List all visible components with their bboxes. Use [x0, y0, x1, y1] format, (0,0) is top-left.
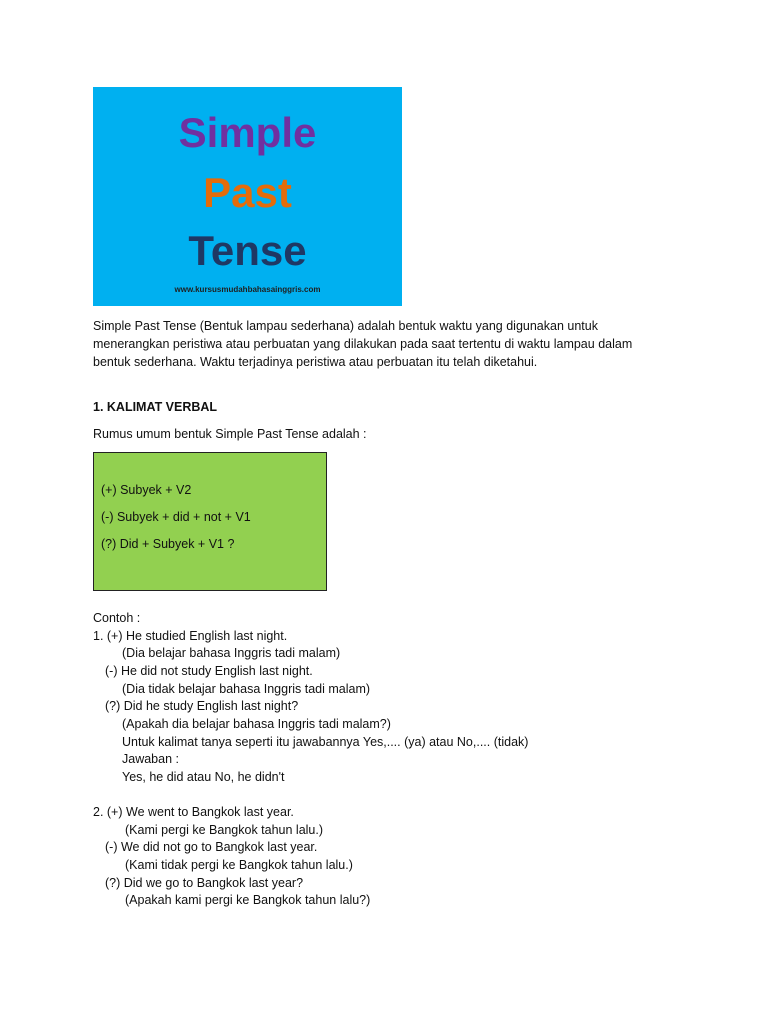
contoh-label: Contoh : — [93, 611, 141, 625]
banner-url: www.kursusmudahbahasainggris.com — [174, 285, 321, 294]
example1-answer: Yes, he did atau No, he didn't — [122, 770, 285, 784]
formula-negative: (-) Subyek + did + not + V1 — [101, 510, 251, 524]
example2-positive: 2. (+) We went to Bangkok last year. — [93, 805, 294, 819]
formula-question: (?) Did + Subyek + V1 ? — [101, 537, 235, 551]
example1-negative: (-) He did not study English last night. — [105, 664, 313, 678]
example2-negative-translation: (Kami tidak pergi ke Bangkok tahun lalu.) — [125, 858, 353, 872]
banner-word-tense: Tense — [188, 227, 307, 274]
formula-box — [93, 452, 327, 591]
intro-line-3: bentuk sederhana. Waktu terjadinya peristiwa atau perbuatan itu telah diketahui. — [93, 355, 538, 369]
banner-word-past: Past — [203, 169, 292, 216]
simple-past-tense-banner — [93, 87, 402, 306]
example1-positive-translation: (Dia belajar bahasa Inggris tadi malam) — [122, 646, 341, 660]
banner-word-simple: Simple — [178, 109, 317, 156]
example2-question-translation: (Apakah kami pergi ke Bangkok tahun lalu?) — [125, 893, 371, 907]
section-heading: 1. KALIMAT VERBAL — [93, 400, 218, 414]
example1-answer-label: Jawaban : — [122, 752, 179, 766]
example1-question: (?) Did he study English last night? — [105, 699, 299, 713]
example1-positive: 1. (+) He studied English last night. — [93, 629, 288, 643]
intro-line-1: Simple Past Tense (Bentuk lampau sederhana) adalah bentuk waktu yang digunakan untuk — [93, 319, 598, 333]
example2-question: (?) Did we go to Bangkok last year? — [105, 876, 304, 890]
example1-negative-translation: (Dia tidak belajar bahasa Inggris tadi malam) — [122, 682, 371, 696]
rumus-text: Rumus umum bentuk Simple Past Tense adalah : — [93, 427, 367, 441]
formula-positive: (+) Subyek + V2 — [101, 483, 192, 497]
example2-negative: (-) We did not go to Bangkok last year. — [105, 840, 318, 854]
example1-answer-note: Untuk kalimat tanya seperti itu jawabannya Yes,.... (ya) atau No,.... (tidak) — [122, 735, 529, 749]
example2-positive-translation: (Kami pergi ke Bangkok tahun lalu.) — [125, 823, 324, 837]
example1-question-translation: (Apakah dia belajar bahasa Inggris tadi malam?) — [122, 717, 391, 731]
intro-line-2: menerangkan peristiwa atau perbuatan yang dilakukan pada saat tertentu di waktu lampau dalam — [93, 337, 633, 351]
